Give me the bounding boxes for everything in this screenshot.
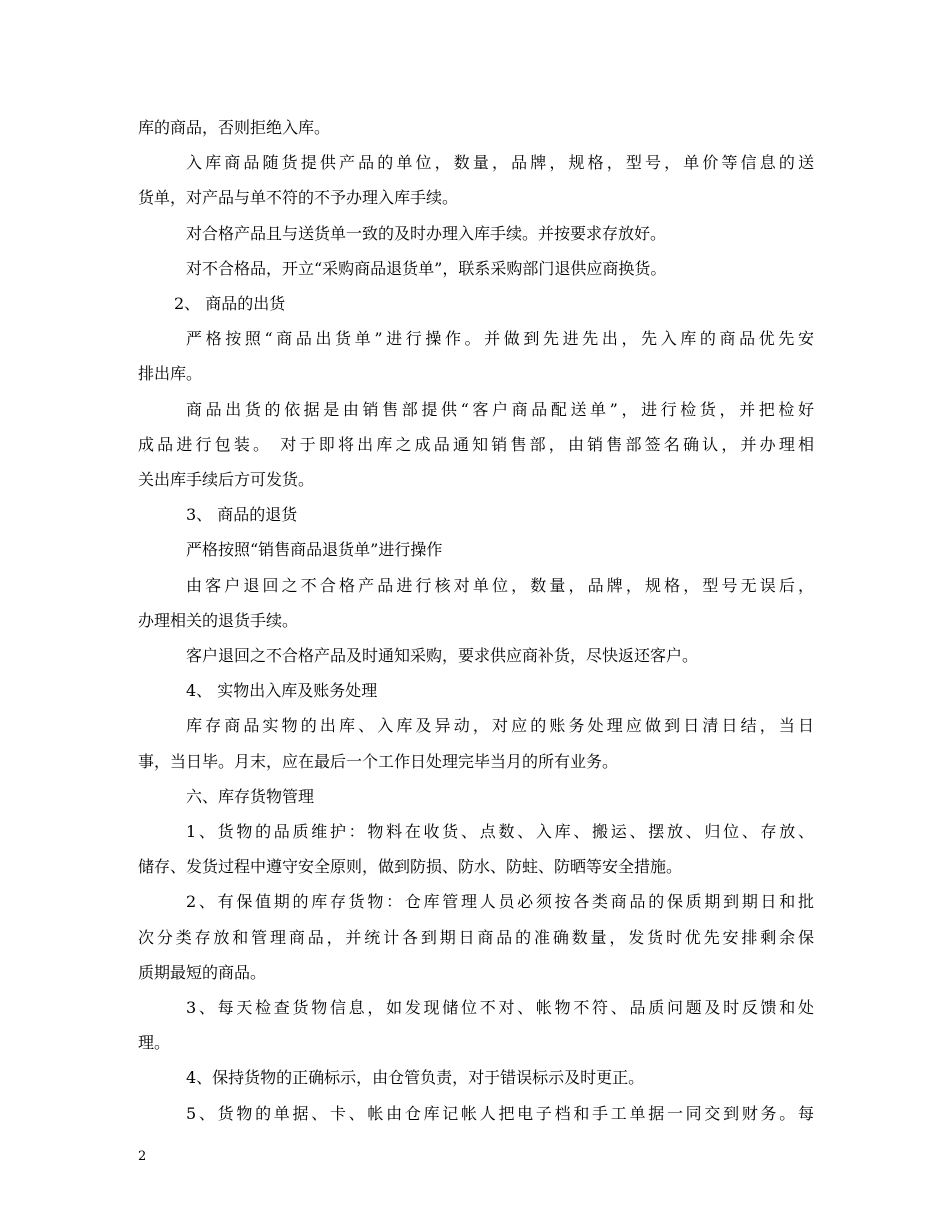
text-line: 库的商品，否则拒绝入库。	[138, 118, 331, 137]
text-line: 质期最短的商品。	[138, 963, 267, 982]
text-line: 严格按照“销售商品退货单”进行操作	[186, 540, 443, 559]
text-line: 事，当日毕。月末，应在最后一个工作日处理完毕当月的所有业务。	[138, 752, 619, 771]
text-line: 3、每天检查货物信息，如发现储位不对、帐物不符、品质问题及时反馈和处	[186, 998, 814, 1017]
text-line: 2、有保值期的库存货物：仓库管理人员必须按各类商品的保质期到期日和批	[186, 892, 814, 911]
text-line: 成品进行包装。 对于即将出库之成品通知销售部，由销售部签名确认，并办理相	[138, 435, 814, 454]
text-line: 理。	[138, 1033, 171, 1052]
text-line: 办理相关的退货手续。	[138, 611, 299, 630]
text-line: 客户退回之不合格产品及时通知采购，要求供应商补货，尽快返还客户。	[186, 646, 699, 665]
page-number: 2	[138, 1149, 147, 1164]
text-line: 次分类存放和管理商品，并统计各到期日商品的准确数量，发货时优先安排剩余保	[138, 928, 814, 947]
text-line: 入库商品随货提供产品的单位，数量，品牌，规格，型号，单价等信息的送	[186, 153, 814, 172]
text-line: 对合格产品且与送货单一致的及时办理入库手续。并按要求存放好。	[186, 224, 667, 243]
text-line: 储存、发货过程中遵守安全原则，做到防损、防水、防蛀、防晒等安全措施。	[138, 857, 683, 876]
section-heading: 3、 商品的退货	[186, 505, 298, 524]
text-line: 1、货物的品质维护：物料在收货、点数、入库、搬运、摆放、归位、存放、	[186, 822, 814, 841]
text-line: 库存商品实物的出库、入库及异动，对应的账务处理应做到日清日结，当日	[186, 716, 814, 735]
section-heading: 六、库存货物管理	[186, 787, 315, 806]
text-line: 关出库手续后方可发货。	[138, 470, 315, 489]
section-heading: 2、 商品的出货	[174, 294, 286, 313]
text-line: 严格按照“商品出货单”进行操作。并做到先进先出，先入库的商品优先安	[186, 329, 814, 348]
text-line: 商品出货的依据是由销售部提供“客户商品配送单”，进行检货，并把检好	[186, 400, 814, 419]
text-line: 由客户退回之不合格产品进行核对单位，数量，品牌，规格，型号无误后，	[186, 576, 814, 595]
text-line: 货单，对产品与单不符的不予办理入库手续。	[138, 188, 459, 207]
text-line: 排出库。	[138, 364, 203, 383]
text-line: 4、保持货物的正确标示，由仓管负责，对于错误标示及时更正。	[186, 1068, 645, 1087]
section-heading: 4、 实物出入库及账务处理	[186, 681, 378, 700]
text-line: 5、货物的单据、卡、帐由仓库记帐人把电子档和手工单据一同交到财务。每	[186, 1104, 814, 1123]
text-line: 对不合格品，开立“采购商品退货单”，联系采购部门退供应商换货。	[186, 259, 667, 278]
